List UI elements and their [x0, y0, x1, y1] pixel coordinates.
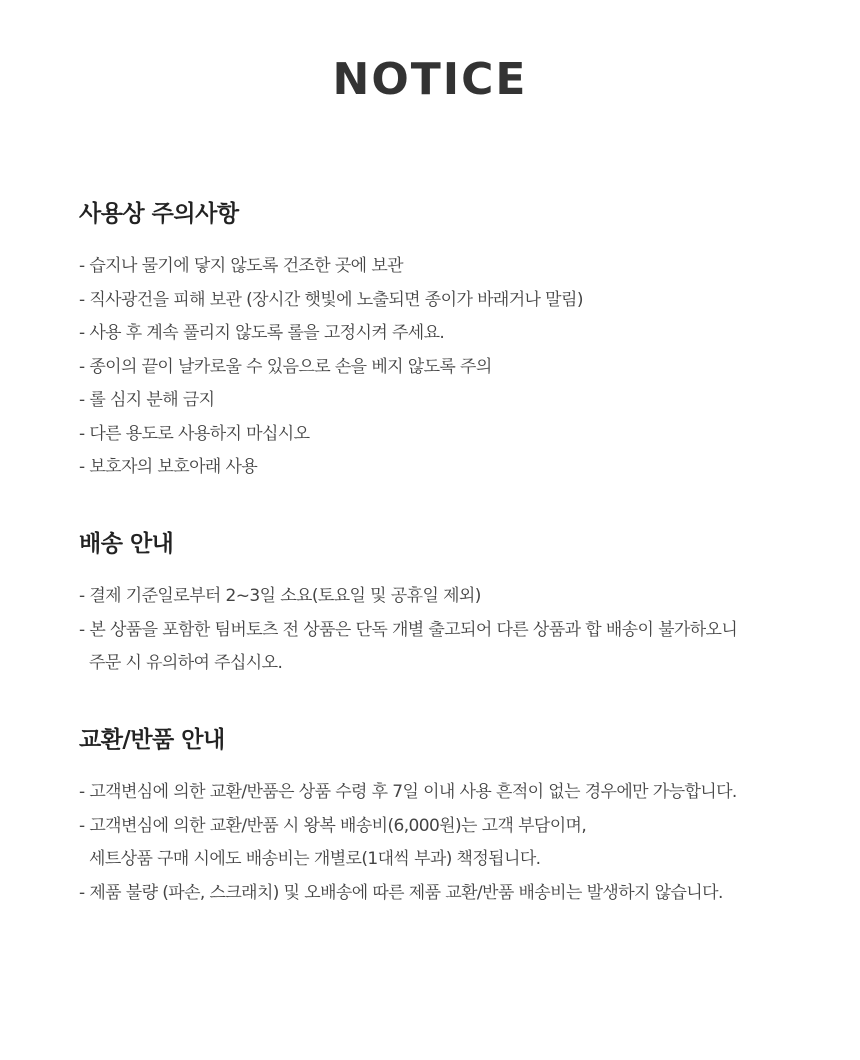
list-item: - 사용 후 계속 풀리지 않도록 롤을 고정시켜 주세요.	[79, 323, 445, 343]
list-item: - 고객변심에 의한 교환/반품은 상품 수령 후 7일 이내 사용 흔적이 없는 경우에만 가능합니다.	[79, 782, 737, 802]
list-item: - 제품 불량 (파손, 스크래치) 및 오배송에 따른 제품 교환/반품 배송비는 발생하지 않습니다.	[79, 882, 723, 903]
shipping-info-heading: 배송 안내	[79, 531, 174, 557]
usage-precautions-heading: 사용상 주의사항	[79, 201, 239, 227]
exchange-return-section	[79, 724, 799, 910]
usage-precautions-list	[79, 250, 799, 485]
list-item: - 직사광건을 피해 보관 (장시간 햇빛에 노출되면 종이가 바래거나 말림)	[79, 289, 583, 310]
list-item-continuation: 주문 시 유의하여 주십시오.	[89, 653, 283, 673]
usage-precautions-section	[79, 198, 799, 485]
list-item-continuation: 세트상품 구매 시에도 배송비는 개별로(1대씩 부과) 책정됩니다.	[89, 849, 541, 869]
exchange-return-list	[79, 776, 799, 910]
list-item: - 본 상품을 포함한 팀버토츠 전 상품은 단독 개별 출고되어 다른 상품과 합 배송이 불가하오니	[79, 619, 738, 640]
list-item: - 습지나 물기에 닿지 않도록 건조한 곳에 보관	[79, 256, 403, 276]
shipping-info-section	[79, 528, 799, 681]
list-item: - 결제 기준일로부터 2~3일 소요(토요일 및 공휴일 제외)	[79, 586, 481, 606]
exchange-return-heading: 교환/반품 안내	[79, 727, 225, 753]
list-item: - 롤 심지 분해 금지	[79, 390, 215, 410]
list-item: - 고객변심에 의한 교환/반품 시 왕복 배송비(6,000원)는 고객 부담이며,	[79, 815, 587, 836]
page-title: NOTICE	[332, 54, 528, 105]
list-item: - 보호자의 보호아래 사용	[79, 457, 258, 477]
list-item: - 종이의 끝이 날카로울 수 있음으로 손을 베지 않도록 주의	[79, 356, 492, 377]
shipping-info-list	[79, 580, 799, 681]
list-item: - 다른 용도로 사용하지 마십시오	[79, 423, 310, 444]
